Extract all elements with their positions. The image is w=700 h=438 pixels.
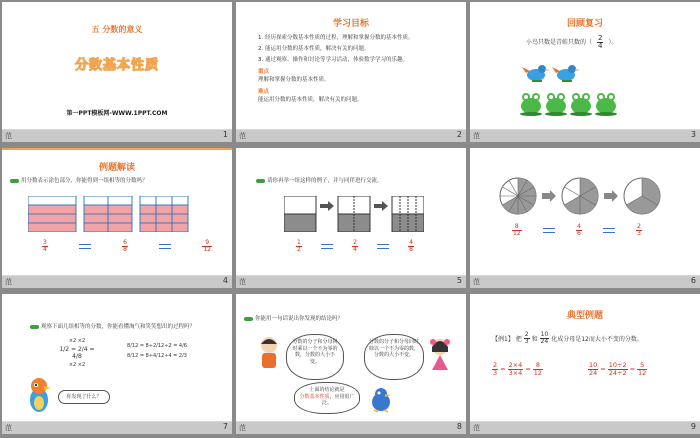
denominator: 3 (524, 338, 529, 345)
slide-number: 4 (222, 276, 228, 285)
slide-number: 6 (690, 276, 696, 285)
fraction (42, 240, 48, 253)
slide-thumbnail-5[interactable] (236, 148, 466, 288)
conclusion-text: 上面的结论就是 (309, 387, 345, 393)
prompt-text: 观察下面几组相等的分数，你能看懂淘气和笑笑想出的过程吗？ (41, 324, 196, 330)
slide-footer (470, 129, 700, 142)
goals-list (258, 35, 458, 105)
footer-label: 范 (473, 132, 480, 140)
circle-sixths (562, 178, 598, 214)
slide-thumbnail-2[interactable] (236, 2, 466, 142)
rectangle-models (284, 196, 424, 232)
goal-item: 1. 经历探索分数基本性质的过程，理解和掌握分数的基本性质。 (258, 35, 414, 41)
arrow-icon (374, 201, 388, 211)
numerator: 2 (493, 361, 498, 369)
goal-item: 3. 通过观察、操作和讨论等学习活动，体验数学学习的乐趣。 (258, 56, 408, 63)
fraction (202, 240, 212, 253)
numerator: 4 (409, 239, 413, 246)
slide-thumbnail-3[interactable] (470, 2, 700, 142)
fraction (540, 332, 550, 345)
answer-fraction (597, 35, 603, 50)
slide-footer (236, 421, 466, 434)
equals-sign (543, 228, 555, 233)
slide-thumbnail-9[interactable] (470, 294, 700, 434)
expression: 8/12 = 8÷2/12÷2 = 4/6 (127, 343, 187, 349)
slide-heading: 学习目标 (332, 19, 369, 29)
fraction (492, 362, 498, 376)
goal-item: 2. 能运用分数的基本性质，解决有关的问题。 (258, 45, 370, 52)
footer-label: 范 (239, 132, 246, 140)
bullet-icon (10, 179, 19, 183)
bullet-icon (244, 317, 253, 321)
slide-number: 8 (456, 422, 462, 431)
solution-a: $\frac{2}{3}$ = $\frac{2\times 4}{3\times 4}$ = $\frac{8}{12}$ (493, 361, 543, 377)
equal-fractions-row (42, 240, 212, 253)
speech-bubble-divide: 分数的分子和分母同时除以一个不为零的数，分数的大小不变。 (364, 334, 424, 380)
denominator: 24 (540, 338, 549, 345)
speech-bubble-multiply: 分数的分子和分母同时乘以一个不为零的数，分数的大小不变。 (286, 334, 344, 380)
denominator: 4 (353, 246, 357, 253)
expression: 8/12 = 8÷4/12÷4 = 2/3 (127, 352, 187, 359)
slide-number: 1 (222, 130, 228, 139)
footer-label: 范 (239, 424, 246, 432)
fraction (296, 240, 302, 253)
footer-label: 范 (473, 424, 480, 432)
bird-illustration (522, 60, 582, 86)
slide-thumbnail-4[interactable] (2, 148, 232, 288)
chapter-title: 五 分数的意义 (91, 25, 143, 34)
fraction (637, 362, 647, 376)
difficulty-text: 能运用分数的基本性质，解决有关的问题。 (258, 96, 363, 103)
denominator: 8 (409, 246, 413, 253)
slide-thumbnail-8[interactable] (236, 294, 466, 434)
example-prompt (244, 316, 343, 324)
fraction (636, 224, 642, 237)
equals-sign (603, 228, 615, 233)
fraction (576, 224, 582, 237)
fraction (352, 240, 358, 253)
divide-steps (127, 342, 187, 361)
arrow-icon (604, 190, 618, 202)
arrow-icon (320, 201, 334, 211)
denominator: 4 (597, 42, 603, 50)
conclusion-highlight: 分数基本性质 (299, 393, 330, 400)
multiply-steps (57, 338, 97, 368)
footer-label: 范 (473, 278, 480, 286)
numerator: 2 (637, 223, 641, 230)
prompt-text: 用分数表示涂色部分，你能得到一组相等的分数吗？ (21, 178, 148, 184)
denominator: 8 (123, 246, 127, 253)
equals-sign (321, 244, 333, 249)
denominator: 3×4 (508, 368, 523, 377)
bird-icon (522, 65, 550, 82)
conclusion-end: ，应用很广泛。 (321, 393, 355, 406)
footer-label: 范 (5, 424, 12, 432)
expression: 1/2 = 2/4 = 4/8 (59, 346, 95, 360)
model-quarters (338, 196, 370, 232)
equals-sign (79, 244, 91, 249)
circle-twelfths (500, 178, 536, 214)
speech-bubble-conclusion (294, 382, 360, 414)
fraction (588, 362, 598, 376)
numerator: 8 (533, 362, 543, 370)
numerator: 5 (637, 362, 647, 370)
frog-icon (570, 93, 592, 116)
denominator: 24÷2 (608, 368, 627, 377)
denominator: 12 (638, 368, 647, 377)
numerator: 4 (576, 223, 581, 230)
slide-thumbnail-7[interactable] (2, 294, 232, 434)
numerator: 8 (512, 224, 522, 231)
bullet-icon (256, 179, 265, 183)
lesson-title: 分数基本性质 (74, 58, 159, 73)
step-bottom: ×2 ×2 (68, 362, 86, 368)
denominator: 6 (576, 230, 581, 237)
example-prompt (10, 178, 148, 186)
denominator: 12 (533, 368, 543, 377)
numerator: 2 (597, 34, 603, 42)
speech-bubble: 你发现了什么？ (58, 390, 110, 404)
slide-footer (470, 421, 700, 434)
key-label: 重点 (258, 68, 270, 75)
slide-heading: 回顾复习 (566, 19, 603, 29)
fraction (524, 332, 530, 345)
model-eighths (392, 196, 424, 232)
numerator: 1 (297, 239, 301, 246)
boy-icon (258, 336, 280, 372)
slide-number: 5 (456, 276, 462, 285)
fraction (512, 224, 522, 237)
fraction (608, 362, 628, 376)
question-end: ）。 (608, 39, 618, 46)
denominator: 12 (513, 230, 521, 237)
slide-number: 2 (456, 130, 462, 139)
fraction (533, 362, 543, 376)
slide-footer (2, 129, 232, 142)
review-question (526, 35, 617, 50)
solution-b: $\frac{10}{24}$ = $\frac{10\div 2}{24\div 2}$ = $\frac{5}{12}$ (589, 361, 647, 377)
slide-footer (236, 129, 466, 142)
question-text: 小鸟只数是青蛙只数的（ (526, 39, 593, 46)
circle-thirds (624, 178, 660, 214)
fraction (508, 362, 524, 376)
example-mid: 和 (531, 336, 538, 343)
slide-footer (2, 275, 232, 288)
model-twelfths (140, 196, 188, 232)
slide-thumbnail-1[interactable] (2, 2, 232, 142)
fraction (122, 240, 128, 253)
example-statement (492, 332, 643, 345)
frog-icon (545, 93, 567, 116)
numerator: 9 (202, 240, 212, 247)
equal-fractions-row (512, 224, 642, 237)
slide-footer (470, 275, 700, 288)
girl-icon (428, 338, 452, 374)
denominator: 3 (493, 368, 498, 377)
model-halves (284, 196, 316, 232)
numerator: 2×4 (508, 361, 523, 369)
slide-footer (236, 275, 466, 288)
slide-footer (2, 421, 232, 434)
model-eighths (84, 196, 132, 232)
example-suffix: 化成分母是12而大小不变的分数。 (551, 336, 643, 343)
numerator: 2 (524, 331, 529, 338)
slide-number: 9 (690, 422, 696, 431)
difficulty-label: 难点 (258, 88, 270, 95)
step-top: ×2 ×2 (68, 338, 86, 344)
slide-thumbnail-6[interactable] (470, 148, 700, 288)
denominator: 2 (297, 246, 301, 253)
denominator: 12 (203, 246, 211, 253)
frog-icon (520, 93, 542, 116)
fraction (408, 240, 414, 253)
bird-icon (368, 386, 394, 414)
denominator: 4 (43, 246, 47, 253)
numerator: 10 (589, 361, 598, 369)
frog-icon (595, 93, 617, 116)
top-divider (2, 148, 232, 150)
frog-illustration (520, 90, 620, 116)
footer-label: 范 (239, 278, 246, 286)
denominator: 3 (637, 230, 641, 237)
numerator: 6 (123, 239, 127, 246)
slide-heading: 典型例题 (566, 311, 603, 321)
rectangle-models (28, 196, 218, 232)
footer-label: 范 (5, 278, 12, 286)
equal-fractions-row (296, 240, 414, 253)
example-prompt (30, 324, 195, 332)
arrow-icon (542, 190, 556, 202)
prompt-text: 你能用一句话说出你发现的结论吗？ (255, 316, 344, 322)
numerator: 2 (353, 239, 357, 246)
site-watermark: 第一PPT模板网-WWW.1PPT.COM (66, 110, 168, 117)
footer-label: 范 (5, 132, 12, 140)
numerator: 10÷2 (608, 361, 627, 369)
denominator: 24 (589, 368, 598, 377)
equals-sign (377, 244, 389, 249)
bird-icon (552, 65, 580, 82)
model-quarters (28, 196, 76, 232)
numerator: 10 (540, 331, 549, 338)
slide-number: 3 (690, 130, 696, 139)
slide-number: 7 (222, 422, 228, 431)
bullet-icon (30, 325, 39, 329)
key-text: 理解和掌握分数的基本性质。 (258, 76, 330, 83)
parrot-icon (24, 376, 54, 416)
slide-heading: 例题解读 (98, 163, 135, 173)
example-prompt (256, 178, 383, 186)
prompt-text: 请你再举一组这样的例子，并与同伴进行交流。 (267, 178, 383, 184)
equals-sign (159, 244, 171, 249)
example-prefix: 【例1】 把 (492, 336, 522, 343)
circle-models (498, 176, 678, 216)
numerator: 3 (43, 239, 47, 246)
